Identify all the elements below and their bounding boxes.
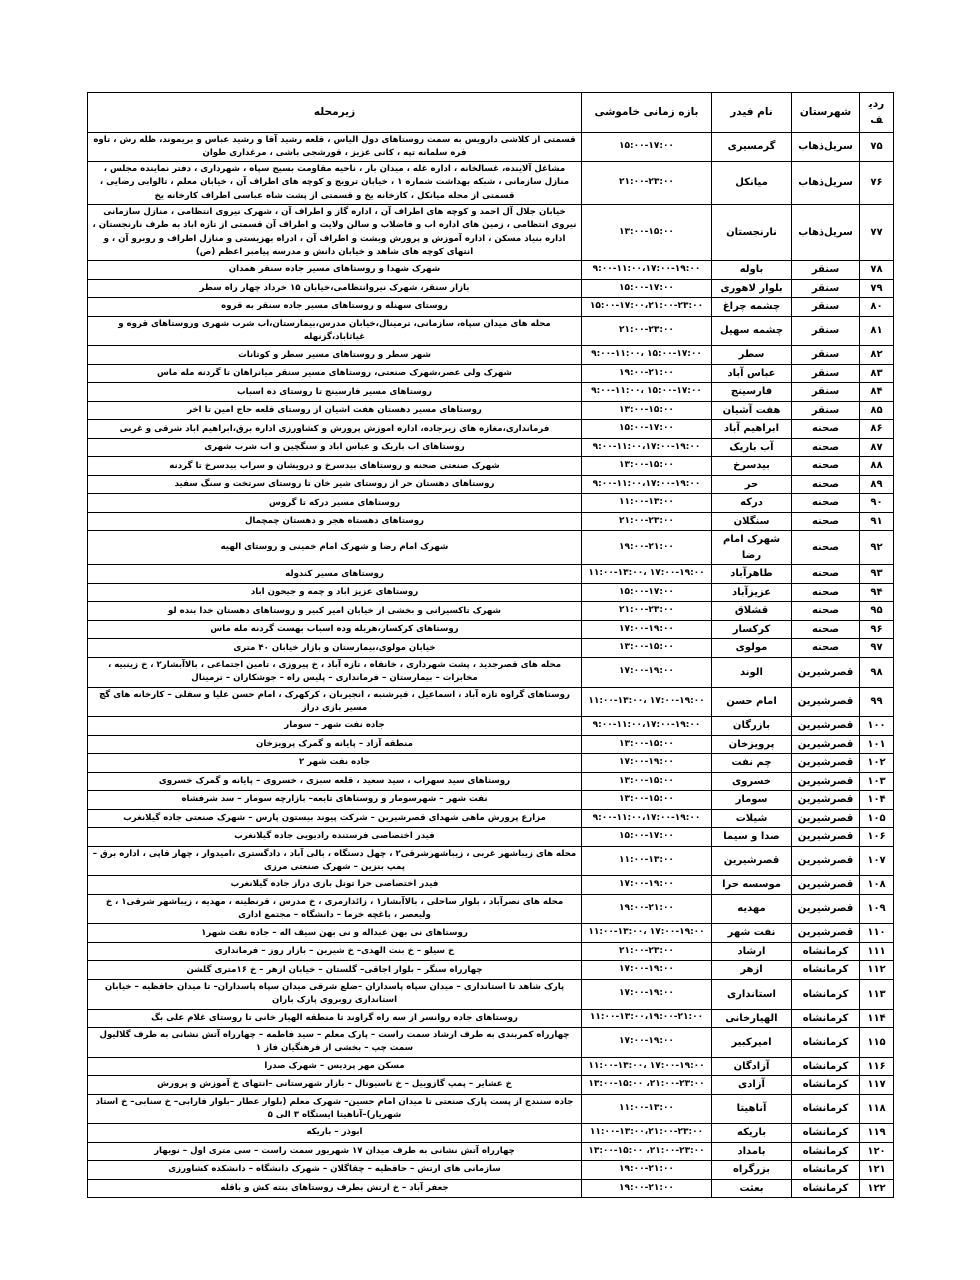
cell-subarea: جاده نفت شهر ۲ <box>88 754 582 773</box>
cell-row-number: ۹۳ <box>860 565 894 584</box>
cell-county: کرمانشاه <box>792 1142 860 1161</box>
cell-county: قصرشیرین <box>792 828 860 847</box>
table-row <box>88 475 894 494</box>
cell-time-range: ۱۷:۰۰-۱۹:۰۰ <box>582 979 712 1009</box>
cell-row-number: ۹۰ <box>860 494 894 513</box>
cell-subarea: روستای سهنله و روستاهای مسیر جاده سنقر به قروه <box>88 298 582 317</box>
cell-subarea: شهرک تاکسیرانی و بخشی از خیابان امیر کبیر و روستاهای دهستان خدا بنده لو <box>88 602 582 621</box>
table-header-row <box>88 93 894 133</box>
cell-time-range: ۱۷:۰۰-۱۹:۰۰ <box>582 961 712 980</box>
cell-feeder-name: چشمه سهیل <box>712 316 792 346</box>
outage-schedule-table <box>87 92 894 1198</box>
cell-county: کرمانشاه <box>792 1057 860 1076</box>
table-body <box>88 132 894 1198</box>
table-row <box>88 717 894 736</box>
cell-row-number: ۹۶ <box>860 620 894 639</box>
cell-time-range: ۹:۰۰-۱۱:۰۰،۱۷:۰۰-۱۹:۰۰ <box>582 717 712 736</box>
table-row <box>88 438 894 457</box>
table-row <box>88 298 894 317</box>
cell-feeder-name: ابراهیم آباد <box>712 420 792 439</box>
cell-feeder-name: سنگلان <box>712 512 792 531</box>
cell-subarea: شهرک ولی عصر،شهرک صنعتی، روستاهای مسیر سنقر میانراهان تا گردنه مله ماس <box>88 364 582 383</box>
cell-feeder-name: آناهیتا <box>712 1094 792 1124</box>
table-row <box>88 639 894 658</box>
cell-subarea: روستاهای اب باریک و عباس اباد و سنگچین و اب شرب شهری <box>88 438 582 457</box>
table-row <box>88 132 894 162</box>
table-row <box>88 512 894 531</box>
cell-time-range: ۱۷:۰۰-۱۹:۰۰ <box>582 1028 712 1058</box>
table-row <box>88 942 894 961</box>
cell-county: کرمانشاه <box>792 1179 860 1198</box>
cell-feeder-name: فارسینج <box>712 383 792 402</box>
cell-feeder-name: مولوی <box>712 639 792 658</box>
table-row <box>88 602 894 621</box>
cell-county: قصرشیرین <box>792 754 860 773</box>
cell-time-range: ۱۳:۰۰-۱۵:۰۰ <box>582 401 712 420</box>
cell-feeder-name: چم نفت <box>712 754 792 773</box>
cell-county: سریل‌ذهاب <box>792 132 860 162</box>
cell-time-range: ۲۱:۰۰-۲۳:۰۰ <box>582 162 712 205</box>
cell-subarea: پارک شاهد تا استانداری – میدان سپاه پاسداران –ضلع شرقی میدان سپاه پاسداران– تا میدان حافظیه – خیابان استانداری روبروی پارک باران <box>88 979 582 1009</box>
cell-subarea: روستاهای عزیز اباد و چمه و جیحون اباد <box>88 583 582 602</box>
column-header-feeder: نام فیدر <box>712 93 792 133</box>
cell-row-number: ۷۸ <box>860 261 894 280</box>
cell-subarea: محله های زیباشهر غربی ، زیباشهرشرقی۲ ، چهل دستگاه ، بالی آباد ، دادگستری ،امیدوار ، چهار قاپی ، اداره برق – پمپ بنزین – شهرک صنعتی مرزی <box>88 846 582 876</box>
cell-time-range: ۱۷:۰۰-۱۹:۰۰ <box>582 620 712 639</box>
table-header <box>88 93 894 133</box>
table-row <box>88 1161 894 1180</box>
cell-feeder-name: عباس آباد <box>712 364 792 383</box>
cell-subarea: مزارع پرورش ماهی شهدای قصرشیرین – شرکت پیوند بیستون پارس – شهرک صنعتی جاده گیلانغرب <box>88 809 582 828</box>
cell-time-range: ۱۱:۰۰-۱۳:۰۰، ۱۷:۰۰-۱۹:۰۰ <box>582 1057 712 1076</box>
table-row <box>88 828 894 847</box>
cell-feeder-name: بیدسرخ <box>712 457 792 476</box>
cell-row-number: ۱۰۱ <box>860 735 894 754</box>
cell-feeder-name: الهیارخانی <box>712 1009 792 1028</box>
cell-county: کرمانشاه <box>792 1009 860 1028</box>
column-header-subarea: زیرمحله <box>88 93 582 133</box>
cell-county: سنقر <box>792 316 860 346</box>
cell-feeder-name: چشمه چراغ <box>712 298 792 317</box>
cell-county: کرمانشاه <box>792 961 860 980</box>
table-row <box>88 383 894 402</box>
column-header-county: شهرستان <box>792 93 860 133</box>
cell-time-range: ۹:۰۰-۱۱:۰۰، ۱۵:۰۰-۱۷:۰۰ <box>582 346 712 365</box>
table-row <box>88 894 894 924</box>
cell-county: سنقر <box>792 401 860 420</box>
table-row <box>88 316 894 346</box>
cell-subarea: خ سیلو – خ بنت الهدی– خ شیرین – بازار روز – فرمانداری <box>88 942 582 961</box>
cell-time-range: ۲۱:۰۰-۲۳:۰۰ <box>582 942 712 961</box>
cell-subarea: خیابان جلال آل احمد و کوچه های اطراف آن ، اداره گاز و اطراف آن ، شهرک نیروی انتظامی ، منازل سازمانی نیروی انتظامی ، زمین های اداره اب و فاضلاب و سالن ولایت و اطراف آن قسمتی از تازه اباد به طرف نارنجستان ، اداره بنیاد مسکن ، اداره آموزش و پرورش وبشت و اطراف آن ، ادراه بهزیستی و منازل اطراف و روبرو آن ، و انتهای کوچه های شاهد و خیابان دانش و مدرسه پیامبر اعظم (ص) <box>88 205 582 261</box>
cell-county: سنقر <box>792 364 860 383</box>
cell-time-range: ۱۵:۰۰-۱۷:۰۰ <box>582 279 712 298</box>
cell-feeder-name: خسروی <box>712 772 792 791</box>
table-row <box>88 494 894 513</box>
cell-time-range: ۱۳:۰۰-۱۵:۰۰ <box>582 639 712 658</box>
cell-feeder-name: باریکه <box>712 1124 792 1143</box>
cell-county: کرمانشاه <box>792 1161 860 1180</box>
cell-time-range: ۱۵:۰۰-۱۷:۰۰ <box>582 132 712 162</box>
cell-row-number: ۹۲ <box>860 531 894 565</box>
table-row <box>88 531 894 565</box>
cell-subarea: روستاهای کرکسار،هربله وده اسباب بهست گردنه مله ماس <box>88 620 582 639</box>
cell-subarea: روستاهای مسیر کندوله <box>88 565 582 584</box>
cell-time-range: ۱۵:۰۰-۱۷:۰۰ <box>582 420 712 439</box>
cell-row-number: ۸۶ <box>860 420 894 439</box>
table-row <box>88 687 894 717</box>
cell-county: سنقر <box>792 261 860 280</box>
cell-time-range: ۱۷:۰۰-۱۹:۰۰ <box>582 657 712 687</box>
cell-time-range: ۱۵:۰۰-۱۷:۰۰ <box>582 583 712 602</box>
cell-subarea: بازار سنقر، شهرک نیروانتظامی،خیابان ۱۵ خرداد چهار راه سطر <box>88 279 582 298</box>
cell-feeder-name: طاهرآباد <box>712 565 792 584</box>
cell-county: صحنه <box>792 438 860 457</box>
cell-county: سریل‌ذهاب <box>792 162 860 205</box>
table-row <box>88 583 894 602</box>
cell-time-range: ۱۱:۰۰-۱۳:۰۰،۱۹:۰۰-۲۱:۰۰ <box>582 1009 712 1028</box>
cell-time-range: ۲۱:۰۰-۲۳:۰۰ <box>582 316 712 346</box>
cell-county: صحنه <box>792 583 860 602</box>
cell-row-number: ۹۷ <box>860 639 894 658</box>
table-row <box>88 809 894 828</box>
cell-time-range: ۱۷:۰۰-۱۹:۰۰ <box>582 876 712 895</box>
cell-feeder-name: درکه <box>712 494 792 513</box>
cell-feeder-name: عزیزآباد <box>712 583 792 602</box>
table-row <box>88 346 894 365</box>
cell-time-range: ۱۱:۰۰-۱۳:۰۰ <box>582 1094 712 1124</box>
cell-county: قصرشیرین <box>792 924 860 943</box>
cell-feeder-name: موسسه حرا <box>712 876 792 895</box>
cell-county: قصرشیرین <box>792 717 860 736</box>
cell-county: کرمانشاه <box>792 942 860 961</box>
cell-county: کرمانشاه <box>792 979 860 1009</box>
cell-time-range: ۱۳:۰۰-۱۵:۰۰ ،۲۱:۰۰-۲۳:۰۰ <box>582 1142 712 1161</box>
cell-subarea: روستاهای گراوه تازه آباد ، اسماعیل ، قیرشنبه ، انجیربان ، کرکهرک ، امام حسن علیا و سفلی – کارخانه های گچ مسیر بازی دراز <box>88 687 582 717</box>
cell-row-number: ۱۱۲ <box>860 961 894 980</box>
cell-county: قصرشیرین <box>792 791 860 810</box>
cell-feeder-name: صدا و سیما <box>712 828 792 847</box>
cell-time-range: ۱۳:۰۰-۱۵:۰۰ <box>582 772 712 791</box>
cell-county: صحنه <box>792 620 860 639</box>
cell-county: کرمانشاه <box>792 1028 860 1058</box>
table-row <box>88 364 894 383</box>
cell-row-number: ۱۰۴ <box>860 791 894 810</box>
cell-feeder-name: شیلات <box>712 809 792 828</box>
cell-feeder-name: بعثت <box>712 1179 792 1198</box>
table-row <box>88 1076 894 1095</box>
cell-time-range: ۱۹:۰۰-۲۱:۰۰ <box>582 894 712 924</box>
table-row <box>88 961 894 980</box>
cell-county: قصرشیرین <box>792 657 860 687</box>
cell-subarea: خ عشایر – پمپ گازوییل – خ ناسیونال – بازار شهرستانی –انتهای خ آموزش و پرورش <box>88 1076 582 1095</box>
table-row <box>88 1094 894 1124</box>
cell-row-number: ۱۰۵ <box>860 809 894 828</box>
cell-time-range: ۱۱:۰۰-۱۳:۰۰ <box>582 494 712 513</box>
cell-county: کرمانشاه <box>792 1076 860 1095</box>
table-row <box>88 735 894 754</box>
cell-subarea: روستاهای نی بهن عبداله و نی بهن سیف اله – جاده نفت شهر۱ <box>88 924 582 943</box>
cell-time-range: ۱۵:۰۰-۱۷:۰۰،۲۱:۰۰-۲۳:۰۰ <box>582 298 712 317</box>
cell-feeder-name: آزادگان <box>712 1057 792 1076</box>
cell-county: کرمانشاه <box>792 1124 860 1143</box>
table-row <box>88 1057 894 1076</box>
cell-row-number: ۱۱۶ <box>860 1057 894 1076</box>
cell-time-range: ۹:۰۰-۱۱:۰۰،۱۷:۰۰-۱۹:۰۰ <box>582 261 712 280</box>
cell-row-number: ۷۷ <box>860 205 894 261</box>
cell-feeder-name: سومار <box>712 791 792 810</box>
cell-subarea: شهر سطر و روستاهای مسیر سطر و کوتانات <box>88 346 582 365</box>
cell-feeder-name: قصرشیرین <box>712 846 792 876</box>
cell-row-number: ۸۵ <box>860 401 894 420</box>
cell-time-range: ۱۱:۰۰-۱۳:۰۰، ۱۷:۰۰-۱۹:۰۰ <box>582 565 712 584</box>
cell-row-number: ۱۲۰ <box>860 1142 894 1161</box>
cell-feeder-name: پرویزخان <box>712 735 792 754</box>
cell-feeder-name: میانکل <box>712 162 792 205</box>
table-row <box>88 979 894 1009</box>
cell-time-range: ۱۹:۰۰-۲۱:۰۰ <box>582 531 712 565</box>
cell-time-range: ۱۱:۰۰-۱۳:۰۰،۲۱:۰۰-۲۳:۰۰ <box>582 1124 712 1143</box>
cell-feeder-name: آزادی <box>712 1076 792 1095</box>
table-row <box>88 1142 894 1161</box>
cell-time-range: ۲۱:۰۰-۲۳:۰۰ <box>582 602 712 621</box>
cell-county: صحنه <box>792 639 860 658</box>
cell-time-range: ۱۳:۰۰-۱۵:۰۰ ،۲۱:۰۰-۲۳:۰۰ <box>582 1076 712 1095</box>
cell-feeder-name: الوند <box>712 657 792 687</box>
cell-feeder-name: نفت شهر <box>712 924 792 943</box>
cell-county: سریل‌ذهاب <box>792 205 860 261</box>
cell-county: قصرشیرین <box>792 876 860 895</box>
cell-row-number: ۱۱۰ <box>860 924 894 943</box>
cell-row-number: ۹۱ <box>860 512 894 531</box>
cell-row-number: ۸۰ <box>860 298 894 317</box>
cell-row-number: ۱۱۵ <box>860 1028 894 1058</box>
cell-subarea: فیدر اختصاصی فرستنده رادیویی جاده گیلانغرب <box>88 828 582 847</box>
cell-feeder-name: هفت آشیان <box>712 401 792 420</box>
cell-row-number: ۸۷ <box>860 438 894 457</box>
cell-county: صحنه <box>792 494 860 513</box>
cell-county: صحنه <box>792 420 860 439</box>
cell-subarea: روستاهای مسیر دهستان هفت اشیان از روستای قلعه حاج امین تا اخر <box>88 401 582 420</box>
cell-subarea: روستاهای سید سهراب ، سید سعید ، قلعه سبزی ، خسروی – پایانه و گمرک خسروی <box>88 772 582 791</box>
cell-subarea: چهارراه سنگر – بلوار اجاقی– گلستان – خیابان ازهر – خ ۱۶متری گلشن <box>88 961 582 980</box>
cell-row-number: ۹۴ <box>860 583 894 602</box>
cell-feeder-name: سطر <box>712 346 792 365</box>
cell-subarea: روستاهای مسیر فارسینج تا روستای ده اسباب <box>88 383 582 402</box>
cell-county: قصرشیرین <box>792 772 860 791</box>
cell-feeder-name: بلوار لاهوری <box>712 279 792 298</box>
cell-row-number: ۸۴ <box>860 383 894 402</box>
cell-feeder-name: استانداری <box>712 979 792 1009</box>
cell-subarea: فرمانداری،مغازه های زیرجاده، اداره اموزش پرورش و کشاورزی اداره برق،ابراهیم اباد شرقی و غربی <box>88 420 582 439</box>
cell-time-range: ۲۱:۰۰-۲۳:۰۰ <box>582 512 712 531</box>
cell-subarea: محله های میدان سپاه، سازمانی، ترمینال،خیابان مدرس،بیمارستان،اب شرب شهری وروستاهای قروه و غیاثاباد،گزنهله <box>88 316 582 346</box>
cell-subarea: چهارراه کمربندی به طرف ارشاد سمت راست – پارک معلم – سید فاطمه – چهارراه آتش نشانی به طرف گلالیول سمت چپ – بخشی از فرهنگیان فاز ۱ <box>88 1028 582 1058</box>
cell-row-number: ۱۱۱ <box>860 942 894 961</box>
table-row <box>88 1009 894 1028</box>
cell-row-number: ۹۸ <box>860 657 894 687</box>
cell-subarea: محله های نصرآباد ، بلوار ساحلی ، بالاآبشار۱ ، زائدارمری ، خ مدرس ، قرنطینه ، مهدیه ، زیباشهر شرقی۱ ، خ ولیعصر ، باغچه خرما – دانشگاه – مجتمع اداری <box>88 894 582 924</box>
cell-county: قصرشیرین <box>792 846 860 876</box>
cell-time-range: ۹:۰۰-۱۱:۰۰،۱۷:۰۰-۱۹:۰۰ <box>582 475 712 494</box>
cell-time-range: ۱۱:۰۰-۱۳:۰۰، ۱۷:۰۰-۱۹:۰۰ <box>582 924 712 943</box>
cell-feeder-name: مهدیه <box>712 894 792 924</box>
cell-county: صحنه <box>792 512 860 531</box>
cell-time-range: ۱۳:۰۰-۱۵:۰۰ <box>582 205 712 261</box>
cell-row-number: ۱۰۶ <box>860 828 894 847</box>
cell-row-number: ۷۶ <box>860 162 894 205</box>
table-row <box>88 1028 894 1058</box>
cell-row-number: ۱۰۲ <box>860 754 894 773</box>
cell-feeder-name: شهرک امام رضا <box>712 531 792 565</box>
cell-row-number: ۱۲۱ <box>860 1161 894 1180</box>
table-row <box>88 1179 894 1198</box>
table-row <box>88 846 894 876</box>
cell-county: صحنه <box>792 531 860 565</box>
cell-county: کرمانشاه <box>792 1094 860 1124</box>
cell-row-number: ۸۱ <box>860 316 894 346</box>
cell-time-range: ۹:۰۰-۱۱:۰۰،۱۷:۰۰-۱۹:۰۰ <box>582 809 712 828</box>
cell-subarea: شهرک شهدا و روستاهای مسیر جاده سنقر همدان <box>88 261 582 280</box>
cell-county: قصرشیرین <box>792 735 860 754</box>
cell-row-number: ۹۹ <box>860 687 894 717</box>
cell-row-number: ۱۱۴ <box>860 1009 894 1028</box>
cell-subarea: روستاهای دهستان حر از روستای شیر خان تا روستای سرتخت و سنگ سفید <box>88 475 582 494</box>
cell-subarea: جاده سنندج از پست پارک صنعتی تا میدان امام حسین– شهرک معلم (بلوار عطار –بلوار فارابی– خ سنابی– خ استاد شهریار)–آناهیتا ایستگاه ۳ الی ۵ <box>88 1094 582 1124</box>
cell-feeder-name: بازرگان <box>712 717 792 736</box>
cell-county: سنقر <box>792 279 860 298</box>
cell-county: قصرشیرین <box>792 894 860 924</box>
cell-subarea: روستاهای مسیر درکه تا گروس <box>88 494 582 513</box>
table-row <box>88 657 894 687</box>
cell-time-range: ۱۱:۰۰-۱۳:۰۰ <box>582 846 712 876</box>
cell-row-number: ۱۰۷ <box>860 846 894 876</box>
cell-subarea: ابوذر – باریکه <box>88 1124 582 1143</box>
cell-subarea: جاده نفت شهر – سومار <box>88 717 582 736</box>
cell-time-range: ۱۳:۰۰-۱۵:۰۰ <box>582 457 712 476</box>
cell-feeder-name: ارشاد <box>712 942 792 961</box>
cell-subarea: مسکن مهر پردیس – شهرک صدرا <box>88 1057 582 1076</box>
cell-feeder-name: امام حسن <box>712 687 792 717</box>
cell-subarea: نفت شهر – شهرسومار و روستاهای تابعه– بازارچه سومار – سد شرفشاه <box>88 791 582 810</box>
cell-feeder-name: ازهر <box>712 961 792 980</box>
cell-subarea: فیدر اختصاصی حرا تونل بازی دراز جاده گیلانغرب <box>88 876 582 895</box>
table-row <box>88 162 894 205</box>
cell-subarea: مشاغل آلاینده، غسالخانه ، اداره غله ، میدان بار ، ناحیه مقاومت بسیج سپاه ، شهرداری ، دفتر نماینده مجلس ، منازل سازمانی ، شبکه بهداشت شماره ۱ ، خیابان ترویج و کوچه های اطراف آن ، خیابان معلم ، تالوابی رضایی ، قسمتی از محله میانکل ، کارخانه یخ و قسمتی از پشت شاه عباسی اطراف کارخانه یخ <box>88 162 582 205</box>
cell-row-number: ۷۵ <box>860 132 894 162</box>
cell-county: سنقر <box>792 298 860 317</box>
cell-county: صحنه <box>792 565 860 584</box>
cell-feeder-name: کرکسار <box>712 620 792 639</box>
cell-row-number: ۸۳ <box>860 364 894 383</box>
cell-row-number: ۱۰۸ <box>860 876 894 895</box>
cell-time-range: ۹:۰۰-۱۱:۰۰، ۱۵:۰۰-۱۷:۰۰ <box>582 383 712 402</box>
cell-subarea: شهرک صنعتی صحنه و روستاهای بیدسرخ و درویشان و سراب بیدسرخ تا گردنه <box>88 457 582 476</box>
table-row <box>88 1124 894 1143</box>
cell-row-number: ۱۲۲ <box>860 1179 894 1198</box>
table-row <box>88 261 894 280</box>
cell-subarea: منطقه آزاد – پایانه و گمرک پرویزخان <box>88 735 582 754</box>
cell-county: قصرشیرین <box>792 809 860 828</box>
cell-row-number: ۱۰۹ <box>860 894 894 924</box>
cell-row-number: ۱۰۰ <box>860 717 894 736</box>
cell-time-range: ۱۷:۰۰-۱۹:۰۰ <box>582 754 712 773</box>
cell-feeder-name: باوله <box>712 261 792 280</box>
table-row <box>88 924 894 943</box>
cell-time-range: ۱۳:۰۰-۱۵:۰۰ <box>582 735 712 754</box>
table-row <box>88 279 894 298</box>
cell-time-range: ۱۵:۰۰-۱۷:۰۰ <box>582 828 712 847</box>
table-row <box>88 565 894 584</box>
cell-county: سنقر <box>792 383 860 402</box>
cell-feeder-name: گرمسیری <box>712 132 792 162</box>
cell-row-number: ۱۰۳ <box>860 772 894 791</box>
cell-time-range: ۹:۰۰-۱۱:۰۰،۱۷:۰۰-۱۹:۰۰ <box>582 438 712 457</box>
cell-subarea: خیابان مولوی،بیمارستان و بازار خیابان ۴۰ متری <box>88 639 582 658</box>
cell-row-number: ۱۱۳ <box>860 979 894 1009</box>
cell-row-number: ۱۱۸ <box>860 1094 894 1124</box>
cell-feeder-name: بزرگراه <box>712 1161 792 1180</box>
cell-subarea: جعفر آباد – خ ارتش بطرف روستاهای بنته کش و باقله <box>88 1179 582 1198</box>
cell-row-number: ۱۱۹ <box>860 1124 894 1143</box>
cell-subarea: سازمانی های ارتش – حافظیه – چقاگلان – شهرک دانشگاه – دانشکده کشاورزی <box>88 1161 582 1180</box>
cell-county: صحنه <box>792 475 860 494</box>
cell-county: صحنه <box>792 457 860 476</box>
column-header-time-range: بازه زمانی خاموشی <box>582 93 712 133</box>
cell-row-number: ۹۵ <box>860 602 894 621</box>
cell-time-range: ۱۳:۰۰-۱۵:۰۰ <box>582 791 712 810</box>
column-header-radif: ردیف <box>860 93 894 133</box>
cell-feeder-name: قشلاق <box>712 602 792 621</box>
cell-time-range: ۱۹:۰۰-۲۱:۰۰ <box>582 364 712 383</box>
outage-table-container <box>88 92 894 1198</box>
cell-time-range: ۱۹:۰۰-۲۱:۰۰ <box>582 1161 712 1180</box>
table-row <box>88 772 894 791</box>
cell-feeder-name: بامداد <box>712 1142 792 1161</box>
cell-row-number: ۸۲ <box>860 346 894 365</box>
cell-row-number: ۸۹ <box>860 475 894 494</box>
cell-subarea: چهارراه آتش نشانی به طرف میدان ۱۷ شهریور سمت راست – سی متری اول – نوبهار <box>88 1142 582 1161</box>
table-row <box>88 754 894 773</box>
cell-county: قصرشیرین <box>792 687 860 717</box>
cell-row-number: ۸۸ <box>860 457 894 476</box>
cell-feeder-name: حر <box>712 475 792 494</box>
cell-row-number: ۱۱۷ <box>860 1076 894 1095</box>
cell-time-range: ۱۹:۰۰-۲۱:۰۰ <box>582 1179 712 1198</box>
cell-subarea: قسمتی از کلاشی دارویس به سمت روستاهای دول الیاس ، قلعه رشید آقا و رشید عباس و بریموند، ظله رش ، تاوه فره سلمانه تپه ، کانی عزیز ، قورشجی باشی ، مرغداری طوان <box>88 132 582 162</box>
cell-feeder-name: امیرکبیر <box>712 1028 792 1058</box>
table-row <box>88 205 894 261</box>
cell-subarea: محله های قصرجدید ، پشت شهرداری ، خانقاه ، تازه آباد ، خ پیروزی ، تامین اجتماعی ، بالاآبشار۲ ، خ زینبیه ، مخابرات – بیمارستان – فرمانداری – پلیس راه – جوشکاران – ترمینال <box>88 657 582 687</box>
cell-subarea: روستاهای دهستاه هجر و دهستان چمچمال <box>88 512 582 531</box>
table-row <box>88 791 894 810</box>
cell-subarea: شهرک امام رضا و شهرک امام خمینی و روستای الهیه <box>88 531 582 565</box>
cell-time-range: ۱۱:۰۰-۱۳:۰۰، ۱۷:۰۰-۱۹:۰۰ <box>582 687 712 717</box>
cell-feeder-name: نارنجستان <box>712 205 792 261</box>
table-row <box>88 876 894 895</box>
cell-row-number: ۷۹ <box>860 279 894 298</box>
table-row <box>88 401 894 420</box>
table-row <box>88 457 894 476</box>
cell-subarea: روستاهای جاده روانسر از سه راه گراوند تا منطقه الهیار خانی تا روستای غلام علی بگ <box>88 1009 582 1028</box>
cell-feeder-name: آب باریک <box>712 438 792 457</box>
cell-county: سنقر <box>792 346 860 365</box>
cell-county: صحنه <box>792 602 860 621</box>
table-row <box>88 420 894 439</box>
table-row <box>88 620 894 639</box>
